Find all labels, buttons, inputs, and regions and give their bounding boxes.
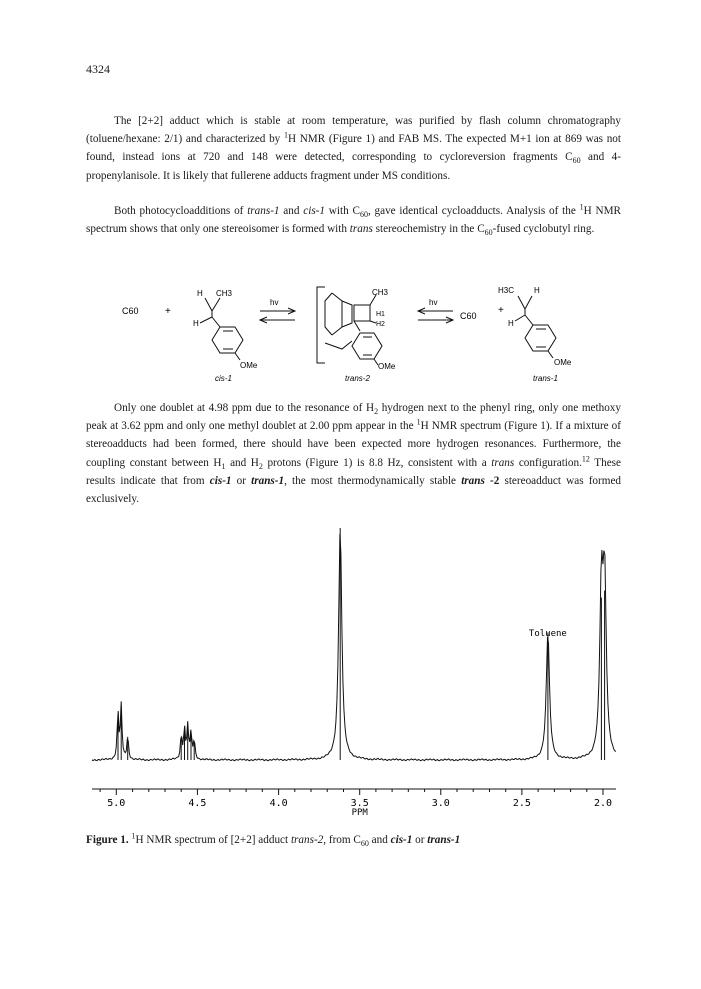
x-axis-tick-label: 2.5	[512, 798, 531, 809]
cis1-ome: OMe	[240, 361, 258, 370]
toluene-annotation: Toluene	[528, 629, 567, 639]
spectrum-baseline	[92, 534, 616, 761]
equilibrium-arrows-right	[418, 308, 453, 323]
reaction-scheme	[120, 283, 610, 383]
c60-label-right: C60	[460, 311, 477, 321]
plus-right: +	[498, 305, 504, 316]
cis1-h-top: H	[197, 289, 203, 298]
trans1-h3c: H3C	[498, 286, 515, 295]
trans1-label: trans-1	[533, 374, 558, 383]
c60-label-left: C60	[122, 306, 139, 316]
trans2-h1: H1	[376, 311, 385, 318]
nmr-spectrum	[86, 515, 621, 820]
x-axis-tick-label: 3.0	[431, 798, 450, 809]
x-axis-tick-label: 4.5	[188, 798, 207, 809]
x-axis-tick-label: 5.0	[107, 798, 126, 809]
x-axis-ticks	[100, 789, 603, 795]
x-axis-label: PPM	[351, 808, 368, 818]
page-number: 4324	[86, 62, 110, 76]
paragraph-2: Both photocycloadditions of trans-1 and cis-1 with $C_{60}$, gave identical cycloadducts. Analysis of the $^1$H NMR spectrum shows that only one stereoisomer is formed with trans stereochemistry in the $C_{60}$-fused cyclobutyl ring.	[86, 202, 621, 238]
trans2-ch3: CH3	[372, 288, 389, 297]
cis1-ch3: CH3	[216, 289, 233, 298]
cis1-label: cis-1	[215, 374, 232, 383]
plus-left: +	[165, 306, 171, 317]
x-axis-tick-label: 2.0	[593, 798, 613, 809]
spectrum-peaks	[118, 528, 605, 760]
equilibrium-arrows-left	[260, 308, 295, 323]
hv-right: hv	[429, 298, 438, 307]
paragraph-1: The [2+2] adduct which is stable at room temperature, was purified by flash column chromatography (toluene/hexane: 2/1) and characterized by $^1$H NMR (Figure 1) and FAB MS. The expected M+1 ion at 869 was not found, instead ions at 720 and 148 were detected, corresponding to cycloreversion fragments $C_{60}$ and 4-propenylanisole. It is likely that fullerene adducts fragment under MS conditions.	[86, 115, 621, 182]
trans1-ome: OMe	[554, 358, 572, 367]
trans1-structure	[515, 296, 556, 358]
cis1-h-bottom: H	[193, 319, 199, 328]
x-axis-tick-label: 4.0	[269, 798, 288, 809]
paragraph-3: Only one doublet at 4.98 ppm due to the resonance of $H_2$ hydrogen next to the phenyl ring, only one methoxy peak at 3.62 ppm and only one methyl doublet at 2.00 ppm appear in the $^1$H NMR spectrum (Figure 1). If a mixture of stereoadducts had been formed, there should have been expected more hydrogen resonances. Furthermore, the coupling constant between $H_1$ and $H_2$ protons (Figure 1) is 8.8 Hz, consistent with a trans configuration.$^{12}$ These results indicate that from cis-1 or trans-1, the most thermodynamically stable trans -2 stereoadduct was formed exclusively.	[86, 402, 622, 506]
hv-left: hv	[270, 298, 279, 307]
trans1-h-bottom: H	[508, 319, 514, 328]
trans1-h-top: H	[534, 286, 540, 295]
trans2-structure	[317, 287, 382, 365]
figure-caption: Figure 1. $^1$H NMR spectrum of [2+2] adduct trans-2, from $C_{60}$ and cis-1 or trans-1	[86, 831, 461, 849]
cis1-structure	[200, 298, 243, 360]
trans2-label: trans-2	[345, 374, 370, 383]
trans2-h2: H2	[376, 321, 385, 328]
trans2-ome: OMe	[378, 362, 396, 371]
x-axis-tick-label: 3.5	[350, 798, 369, 809]
